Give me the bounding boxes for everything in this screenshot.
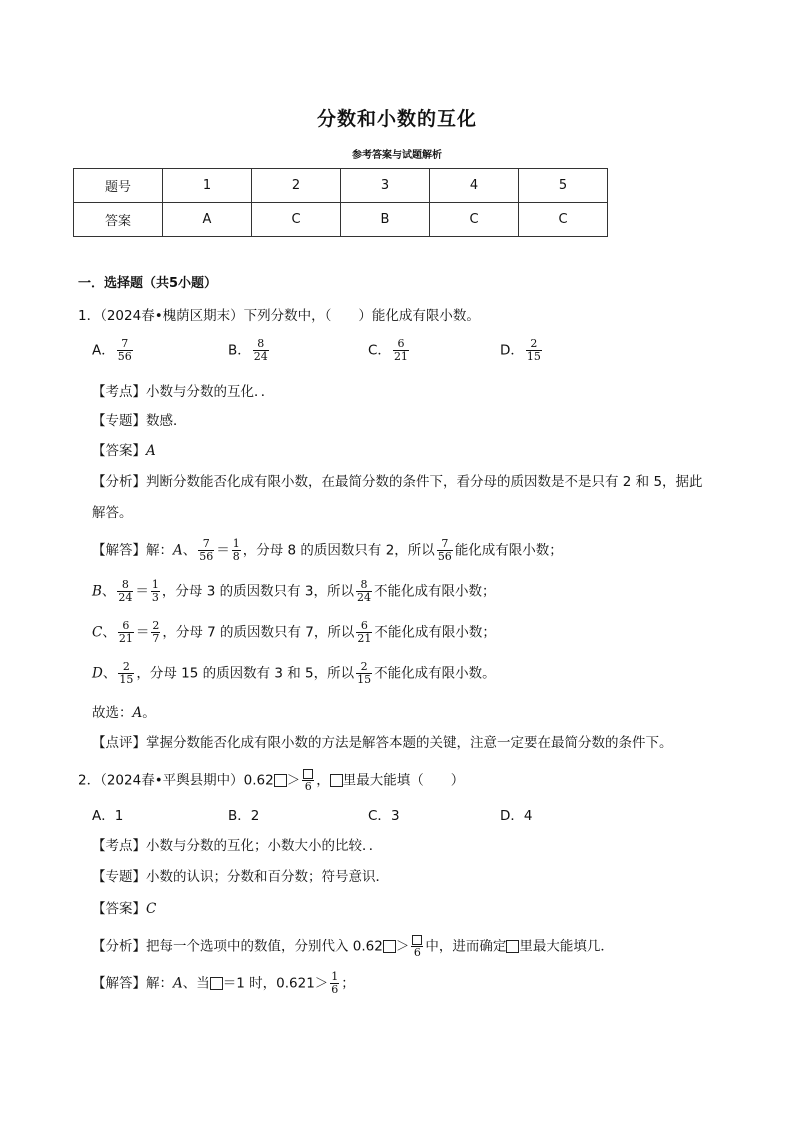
fraction	[526, 338, 542, 363]
blank-box-icon	[506, 940, 519, 953]
q1-option-c	[368, 338, 411, 363]
equals: ＝	[216, 542, 230, 559]
option-letter: C	[92, 624, 103, 641]
table-cell: 3	[341, 169, 430, 203]
page-subtitle: 参考答案与试题解析	[352, 150, 442, 161]
solution-text: 不能化成有限小数。	[374, 665, 496, 682]
option-letter: B	[92, 583, 102, 600]
q1-choice	[92, 703, 156, 723]
separator: 、	[101, 583, 116, 600]
solution-text: ，分母 8 的质因数只有 2，所以	[242, 542, 435, 559]
fraction	[118, 661, 134, 686]
numerator: 6	[393, 338, 409, 351]
q2-number: 2．	[78, 772, 101, 789]
denominator: 21	[357, 632, 372, 645]
q1-solution-b	[92, 579, 495, 604]
q2-option-b	[228, 806, 259, 826]
section-heading: 一．选择题（共5小题）	[78, 276, 218, 291]
zhuanti-label: 【专题】	[92, 413, 146, 429]
option-value: 1	[114, 808, 124, 824]
table-cell: C	[252, 203, 341, 237]
q2-stem-text: 里最大能填（ ）	[342, 772, 465, 789]
numerator: 6	[356, 620, 372, 633]
denominator: 3	[151, 591, 159, 604]
fenxi-label: 【分析】	[92, 938, 146, 955]
fraction	[356, 579, 372, 604]
fenxi-text: 把每一个选项中的数值，分别代入 0.62	[146, 938, 383, 955]
daan-label: 【答案】	[92, 443, 146, 459]
kaodian-text: 小数与分数的互化；小数大小的比较．．	[146, 838, 383, 854]
solution-text: ，分母 15 的质因数有 3 和 5，所以	[136, 665, 355, 682]
daan-label: 【答案】	[92, 901, 146, 917]
separator: 、	[102, 624, 116, 641]
fraction	[118, 620, 134, 645]
choice-prefix: 故选：	[92, 705, 133, 721]
jieda-text: ＝1 时，0.621＞	[222, 975, 329, 992]
numerator: 2	[118, 661, 134, 674]
option-letter: A	[173, 975, 183, 992]
denominator: 24	[356, 591, 371, 604]
option-label: D．	[500, 342, 524, 359]
kaodian-label: 【考点】	[92, 838, 146, 854]
solution-text: ，分母 3 的质因数只有 3，所以	[161, 583, 354, 600]
fraction	[437, 538, 453, 563]
equals: ＝	[135, 624, 150, 641]
numerator: 1	[232, 537, 240, 550]
table-cell: 1	[163, 169, 252, 203]
fraction	[198, 538, 214, 563]
q1-zhuanti	[92, 411, 187, 431]
table-cell: A	[163, 203, 252, 237]
q1-option-d	[500, 338, 544, 363]
jieda-prefix: 解：	[146, 975, 173, 992]
fraction	[253, 338, 269, 363]
jieda-text: ；	[341, 975, 355, 992]
blank-box-icon	[303, 769, 313, 779]
jieda-label: 【解答】	[92, 975, 146, 992]
fraction	[117, 338, 133, 363]
q2-option-d	[500, 806, 533, 826]
blank-box-icon	[274, 774, 287, 787]
q1-number: 1．	[78, 308, 101, 324]
q1-option-a	[92, 338, 135, 363]
jieda-label: 【解答】	[92, 542, 146, 559]
numerator: 2	[526, 338, 542, 351]
denominator: 6	[413, 946, 421, 959]
fraction	[411, 934, 423, 959]
denominator: 15	[119, 673, 134, 686]
blank-box-icon	[210, 977, 223, 990]
denominator: 15	[526, 350, 541, 363]
kaodian-text: 小数与分数的互化．．	[146, 384, 275, 400]
daan-text: C	[146, 901, 157, 917]
denominator: 15	[357, 673, 372, 686]
q2-daan	[92, 899, 156, 919]
q1-fenxi-line2: 解答。	[92, 505, 133, 521]
solution-text: 不能化成有限小数；	[374, 624, 496, 641]
q2-stem-text: ，	[316, 772, 330, 789]
table-row	[74, 203, 608, 237]
denominator: 6	[304, 780, 312, 793]
daan-text: A	[146, 443, 156, 459]
denominator: 56	[437, 550, 452, 563]
blank-box-icon	[383, 940, 396, 953]
numerator: 8	[117, 579, 133, 592]
solution-text: ，分母 7 的质因数只有 7，所以	[162, 624, 355, 641]
table-cell: 4	[430, 169, 519, 203]
option-letter: D	[92, 665, 103, 682]
numerator: 1	[151, 578, 159, 591]
choice-end: 。	[142, 705, 156, 721]
denominator: 24	[118, 591, 133, 604]
table-cell: 2	[252, 169, 341, 203]
option-label: A．	[92, 808, 115, 824]
choice-letter: A	[132, 705, 143, 721]
denominator: 6	[331, 983, 339, 996]
zhuanti-text: 数感．	[146, 413, 187, 429]
table-cell: 答案	[74, 203, 163, 237]
greater-than: ＞	[395, 938, 410, 955]
denominator: 21	[393, 350, 408, 363]
option-label: C．	[368, 342, 391, 359]
fraction	[356, 620, 372, 645]
q1-solution-d	[92, 661, 496, 686]
blank-box-icon	[330, 774, 343, 787]
q2-fenxi	[92, 934, 614, 959]
denominator: 56	[199, 550, 214, 563]
fraction	[356, 661, 372, 686]
q1-solution-a	[92, 538, 563, 563]
fraction	[330, 971, 339, 996]
q1-option-b	[228, 338, 271, 363]
jieda-prefix: 解：	[146, 542, 173, 559]
denominator: 24	[253, 350, 268, 363]
q2-stem-text: （2024春•平舆县期中）0.62	[100, 772, 274, 789]
q1-fenxi	[92, 472, 703, 492]
table-cell: B	[341, 203, 430, 237]
denominator: 8	[232, 550, 240, 563]
option-letter: A	[173, 542, 183, 559]
denominator: 7	[152, 632, 160, 645]
blank-box-icon	[412, 935, 422, 945]
q1-stem-text: （2024春•槐荫区期末）下列分数中，（ ）能化成有限小数。	[100, 308, 480, 324]
table-row	[74, 169, 608, 203]
numerator: 1	[331, 970, 339, 983]
q2-kaodian	[92, 836, 382, 856]
zhuanti-text: 小数的认识；分数和百分数；符号意识．	[146, 869, 389, 885]
table-cell: C	[519, 203, 608, 237]
option-label: B．	[228, 342, 251, 359]
answer-table	[73, 168, 608, 237]
table-cell: 5	[519, 169, 608, 203]
equals: ＝	[135, 583, 149, 600]
numerator: 7	[117, 338, 133, 351]
q1-dianping	[92, 733, 673, 753]
q1-kaodian	[92, 382, 274, 402]
fenxi-text: 判断分数能否化成有限小数，在最简分数的条件下，看分母的质因数是不是只有 2 和 5，据此	[146, 474, 703, 490]
kaodian-label: 【考点】	[92, 384, 146, 400]
solution-text: 不能化成有限小数；	[373, 583, 496, 600]
page-title: 分数和小数的互化	[316, 108, 477, 130]
q1-daan	[92, 441, 156, 461]
separator: 、	[102, 665, 117, 682]
numerator: 6	[118, 620, 134, 633]
denominator: 56	[117, 350, 132, 363]
option-value: 3	[390, 808, 400, 824]
numerator: 2	[152, 619, 160, 632]
q2-option-c	[368, 806, 400, 826]
option-value: 2	[250, 808, 260, 824]
denominator: 21	[118, 632, 133, 645]
fraction	[117, 579, 133, 604]
fraction	[232, 538, 241, 563]
option-label: A．	[92, 342, 115, 359]
numerator: 2	[356, 661, 372, 674]
dianping-label: 【点评】	[92, 735, 146, 751]
numerator: 7	[198, 538, 214, 551]
solution-text: 能化成有限小数；	[454, 542, 563, 559]
jieda-text: 、当	[182, 975, 210, 992]
fraction	[151, 620, 160, 645]
fraction	[302, 768, 314, 793]
dianping-text: 掌握分数能否化成有限小数的方法是解答本题的关键，注意一定要在最简分数的条件下。	[146, 735, 673, 751]
fraction	[151, 579, 160, 604]
q2-option-a	[92, 806, 123, 826]
fenxi-label: 【分析】	[92, 474, 146, 490]
separator: 、	[182, 542, 197, 559]
q2-jieda	[92, 971, 355, 996]
fenxi-text: 中，进而确定	[425, 938, 507, 955]
option-value: 4	[523, 808, 533, 824]
greater-than: ＞	[286, 772, 301, 789]
option-label: C．	[368, 808, 391, 824]
option-label: B．	[228, 808, 251, 824]
fraction	[393, 338, 409, 363]
table-cell: 题号	[74, 169, 163, 203]
table-cell: C	[430, 203, 519, 237]
numerator: 8	[253, 338, 269, 351]
numerator: 8	[356, 579, 372, 592]
numerator: 7	[437, 538, 453, 551]
q2-stem	[78, 768, 464, 793]
fenxi-text: 里最大能填几．	[519, 938, 614, 955]
q2-zhuanti	[92, 867, 389, 887]
option-label: D．	[500, 808, 524, 824]
q1-stem	[78, 306, 480, 326]
q1-solution-c	[92, 620, 496, 645]
zhuanti-label: 【专题】	[92, 869, 146, 885]
